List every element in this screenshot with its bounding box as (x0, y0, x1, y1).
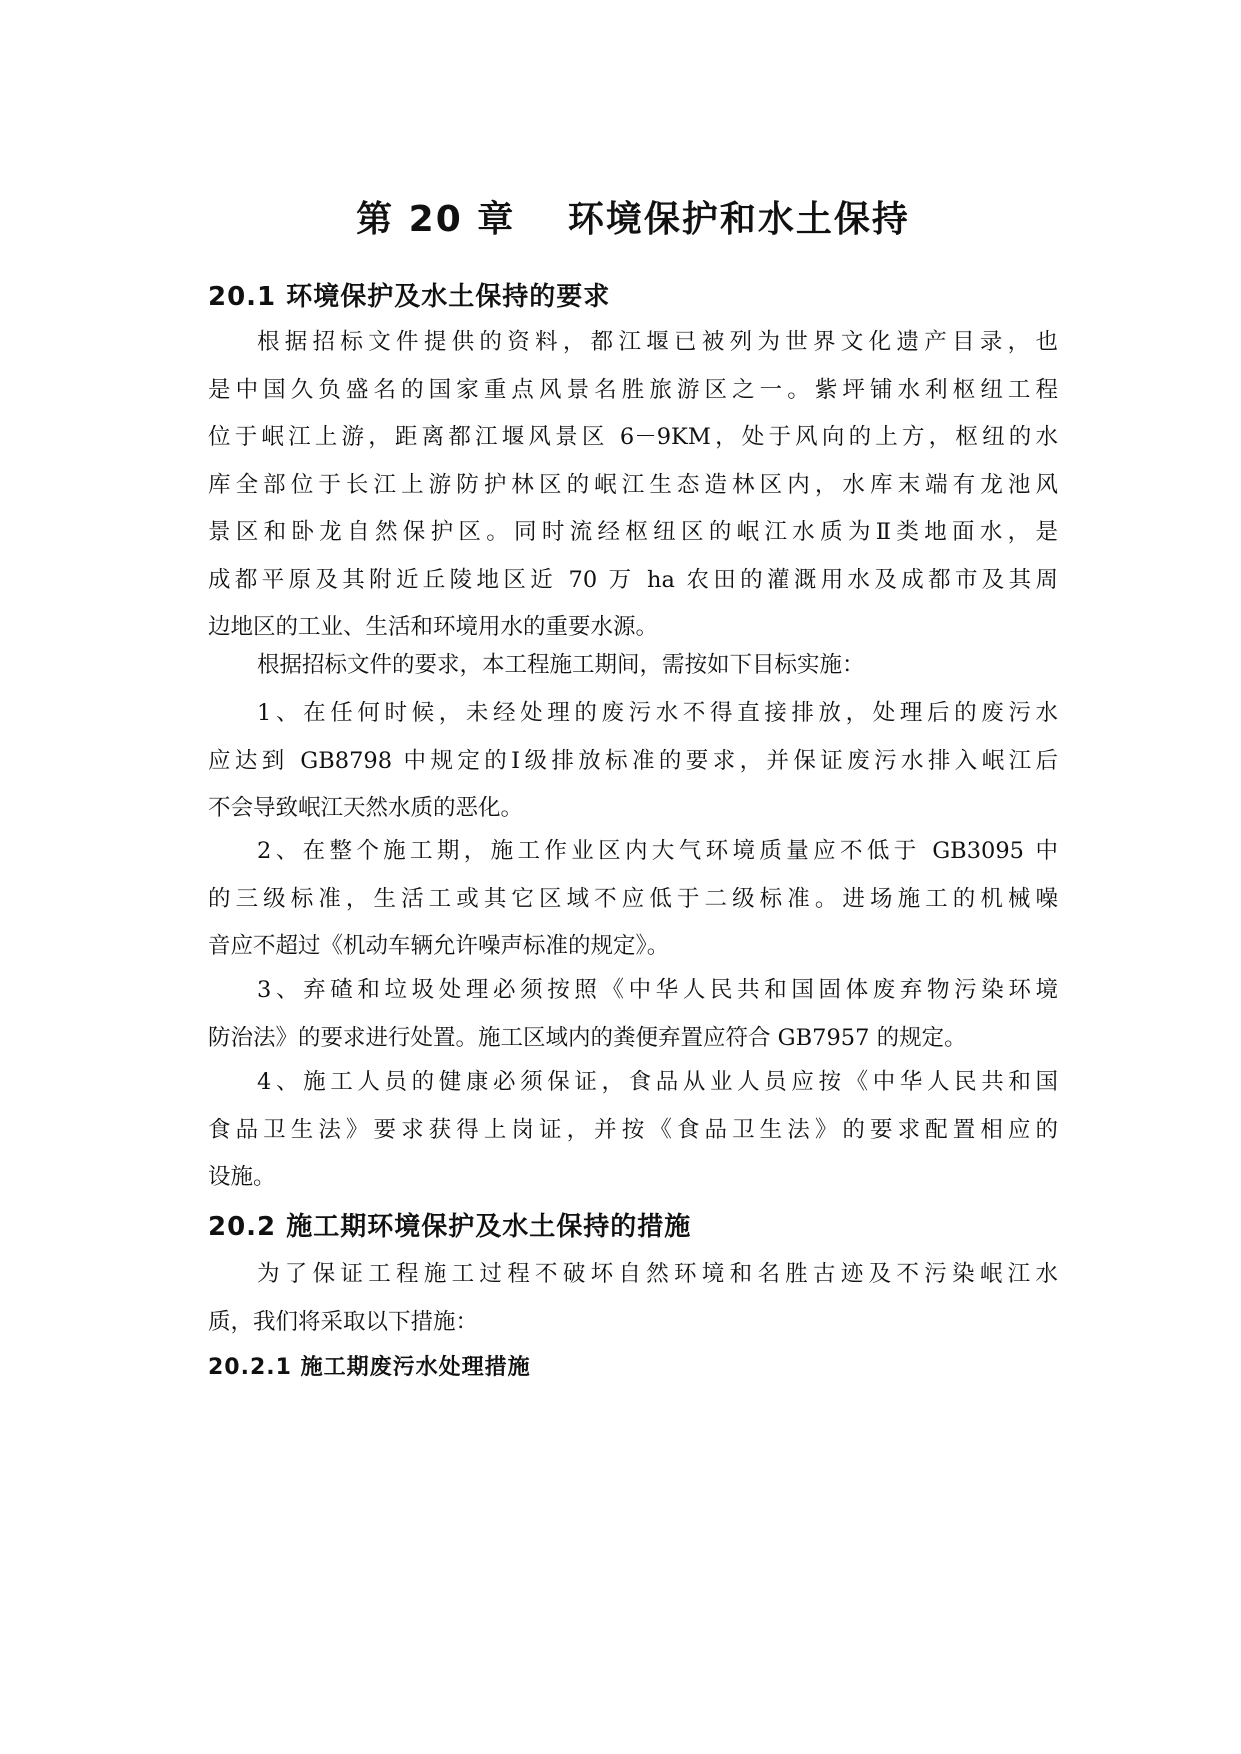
paragraph-line: 4、施工人员的健康必须保证，食品从业人员应按《中华人民共和国 (257, 1069, 1058, 1095)
section-heading-20-1: 20.1 环境保护及水土保持的要求 (208, 282, 611, 312)
paragraph-line: 成都平原及其附近丘陵地区近 70 万 ha 农田的灌溉用水及成都市及其周 (208, 566, 1058, 593)
paragraph-line: 食品卫生法》要求获得上岗证，并按《食品卫生法》的要求配置相应的 (208, 1116, 1058, 1143)
paragraph-line: 质，我们将采取以下措施： (208, 1308, 479, 1335)
paragraph-item-4 (208, 1059, 1058, 1202)
paragraph-line: 音应不超过《机动车辆允许噪声标准的规定》。 (208, 933, 670, 959)
paragraph-background (208, 319, 1058, 652)
paragraph-item-1 (208, 690, 1058, 833)
chapter-title: 第 20 章 环境保护和水土保持 (356, 199, 910, 240)
paragraph-line: 是中国久负盛名的国家重点风景名胜旅游区之一。紫坪铺水利枢纽工程 (208, 376, 1058, 403)
paragraph-line: 根据招标文件提供的资料，都江堰已被列为世界文化遗产目录，也 (257, 329, 1058, 355)
subsection-heading-20-2-1: 20.2.1 施工期废污水处理措施 (208, 1355, 531, 1380)
paragraph-line: 位于岷江上游，距离都江堰风景区 6－9KM，处于风向的上方，枢纽的水 (208, 424, 1058, 450)
paragraph-line: 景区和卧龙自然保护区。同时流经枢纽区的岷江水质为Ⅱ类地面水，是 (208, 519, 1058, 545)
paragraph-line: 根据招标文件的要求，本工程施工期间，需按如下目标实施： (257, 652, 865, 678)
paragraph-requirements-intro (208, 642, 1058, 690)
paragraph-line: 库全部位于长江上游防护林区的岷江生态造林区内，水库末端有龙池风 (208, 471, 1058, 498)
paragraph-line: 3、弃碴和垃圾处理必须按照《中华人民共和国固体废弃物污染环境 (257, 977, 1058, 1003)
paragraph-line: 1、在任何时候，未经处理的废污水不得直接排放，处理后的废污水 (257, 700, 1058, 726)
paragraph-line: 不会导致岷江天然水质的恶化。 (208, 795, 524, 821)
paragraph-item-2 (208, 828, 1058, 971)
paragraph-line: 设施。 (208, 1164, 276, 1190)
paragraph-line: 的三级标准，生活工或其它区域不应低于二级标准。进场施工的机械噪 (208, 885, 1058, 912)
paragraph-item-3 (208, 967, 1058, 1062)
paragraph-line: 应达到 GB8798 中规定的Ⅰ级排放标准的要求，并保证废污水排入岷江后 (208, 747, 1058, 774)
paragraph-line: 防治法》的要求进行处置。施工区域内的粪便弃置应符合 GB7957 的规定。 (208, 1024, 967, 1051)
paragraph-measures-intro (208, 1251, 1058, 1346)
paragraph-line: 为了保证工程施工过程不破坏自然环境和名胜古迹及不污染岷江水 (257, 1261, 1058, 1287)
paragraph-line: 边地区的工业、生活和环境用水的重要水源。 (208, 614, 659, 640)
paragraph-line: 2、在整个施工期，施工作业区内大气环境质量应不低于 GB3095 中 (257, 838, 1058, 864)
section-heading-20-2: 20.2 施工期环境保护及水土保持的措施 (208, 1212, 692, 1242)
